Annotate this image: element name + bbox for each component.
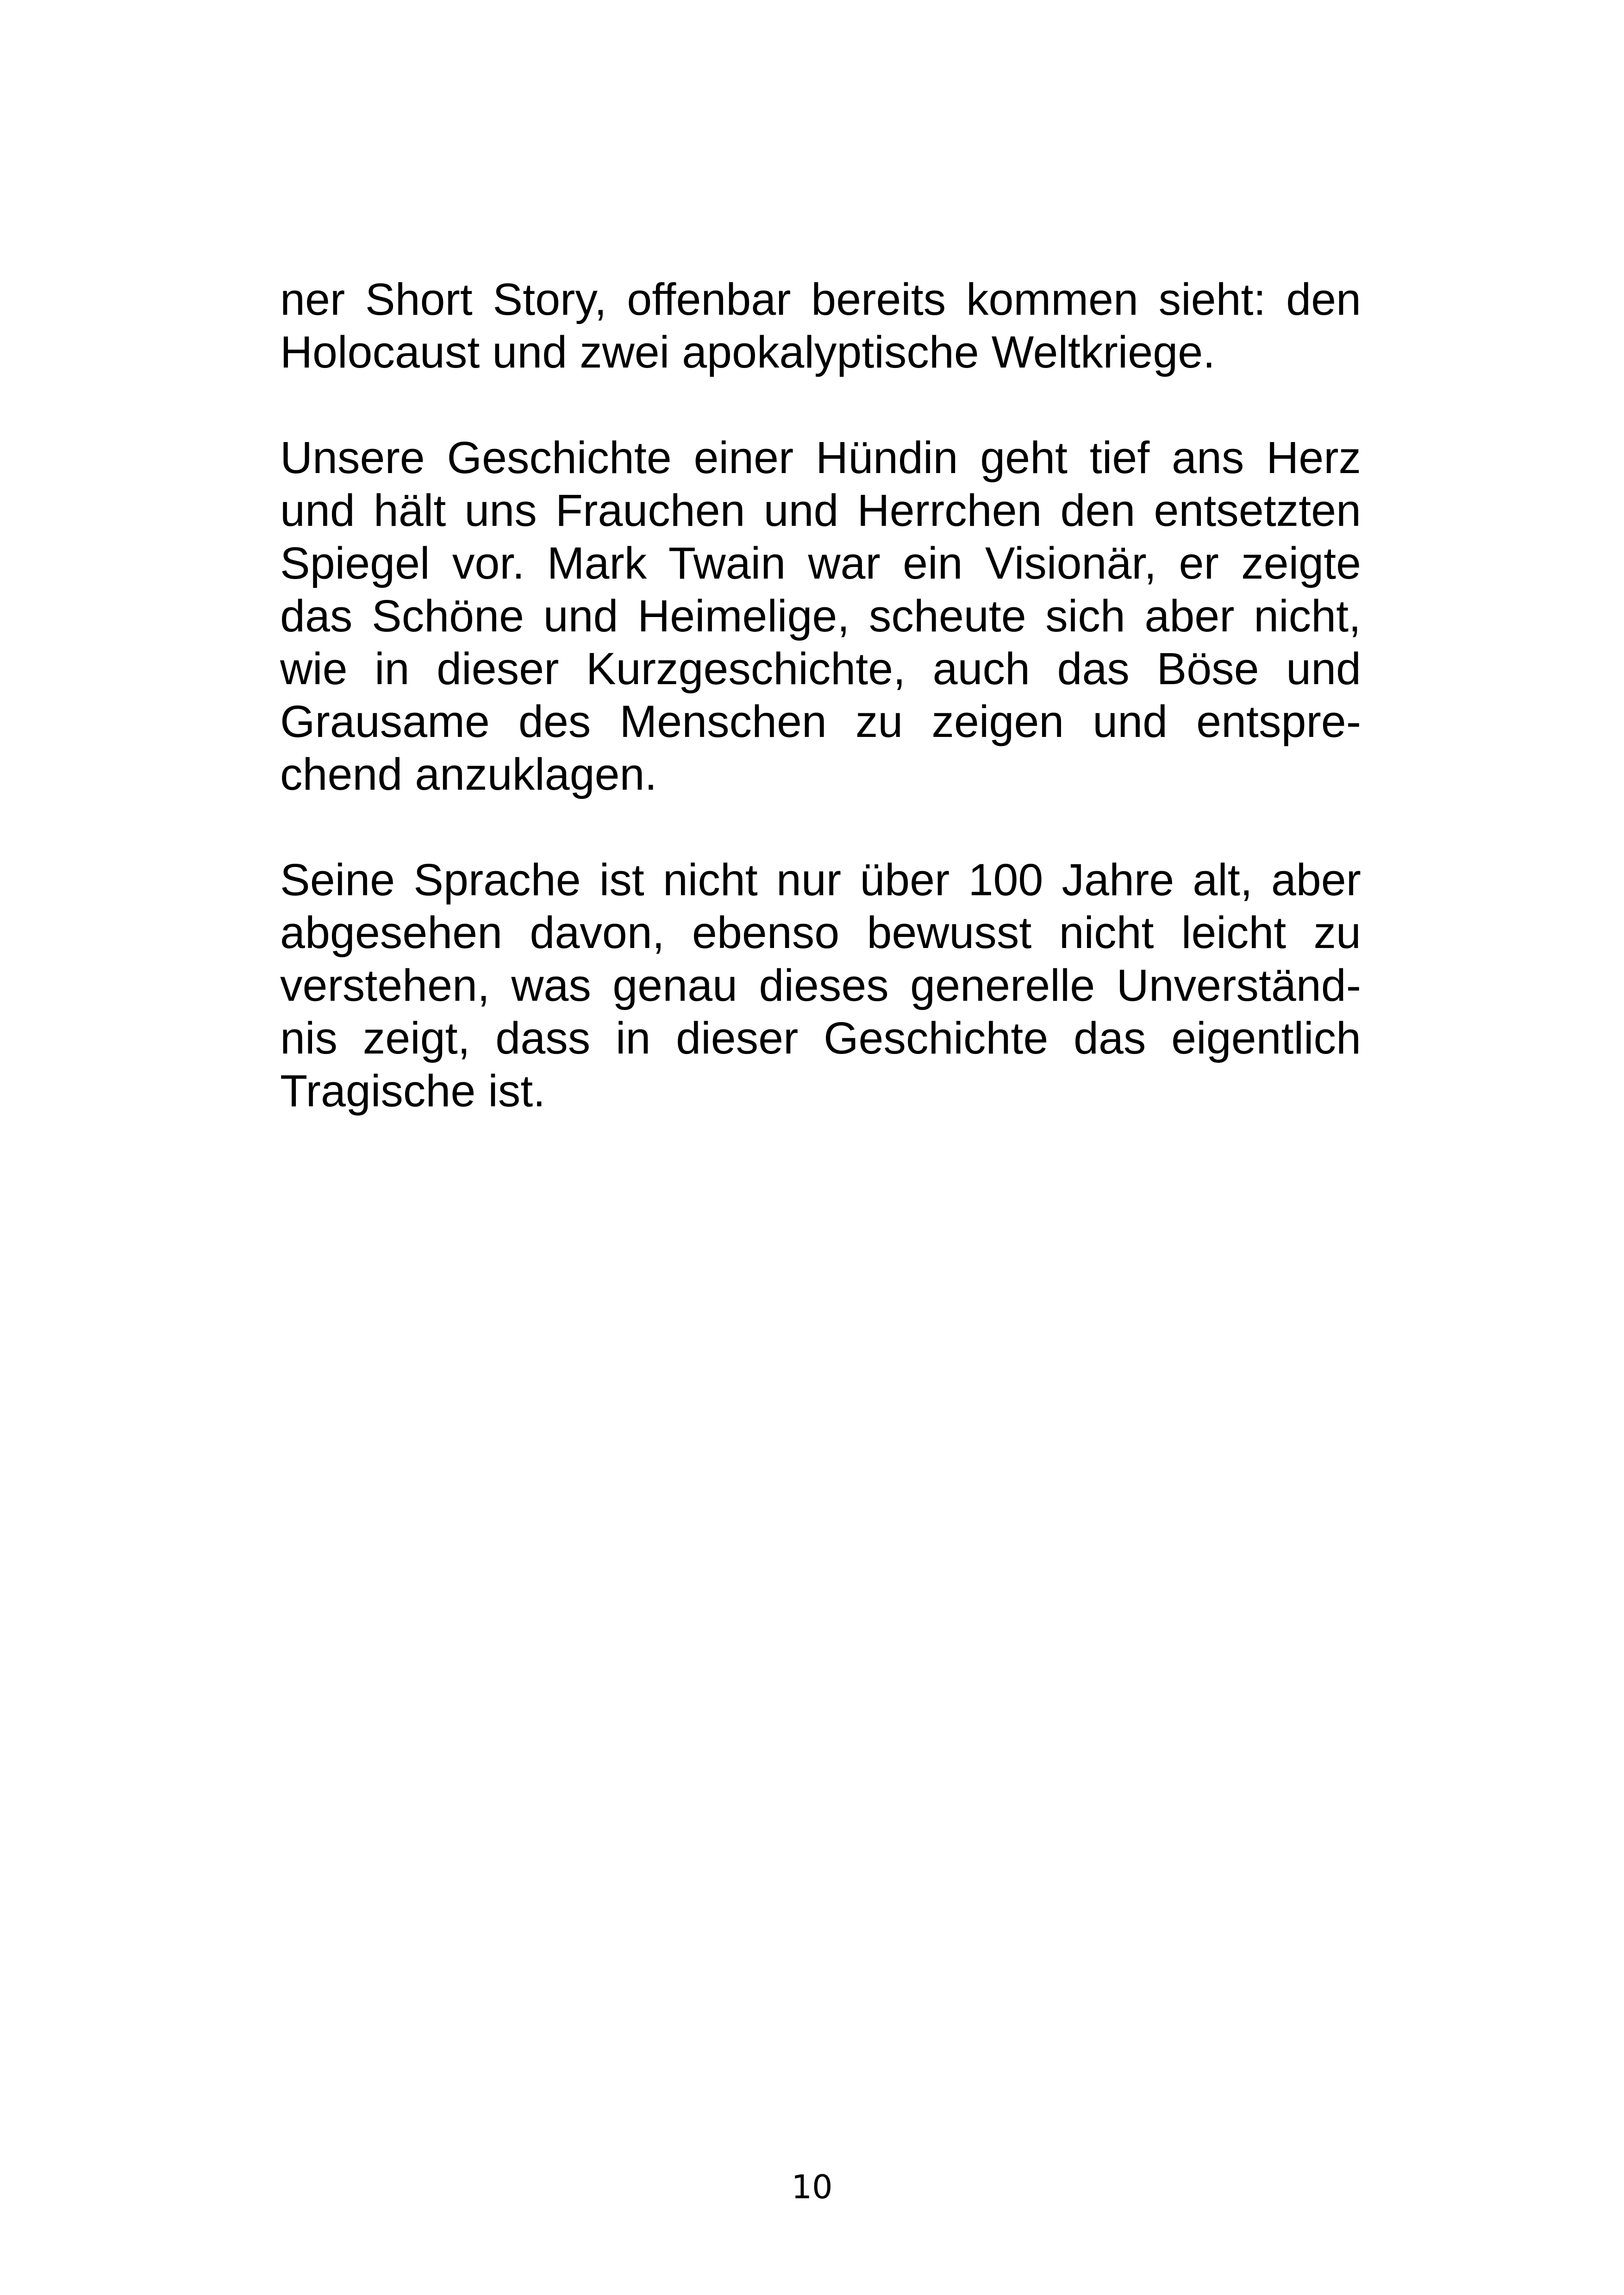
paragraph-spacer [280, 801, 1361, 854]
paragraph-1 [280, 273, 1361, 379]
text-line: Spiegel vor. Mark Twain war ein Visionär, er zeigte [280, 538, 1361, 588]
paragraph-spacer [280, 379, 1361, 431]
text-line: chend anzuklagen. [280, 749, 657, 799]
text-line: nis zeigt, dass in dieser Geschichte das eigentlich [280, 1013, 1361, 1063]
text-line: Unsere Geschichte einer Hündin geht tief ans Herz [280, 432, 1361, 483]
paragraph-3 [280, 854, 1361, 1117]
text-line: ner Short Story, offenbar bereits kommen sieht: den [280, 274, 1361, 324]
text-line: Seine Sprache ist nicht nur über 100 Jahre alt, aber [280, 854, 1361, 905]
text-line: abgesehen davon, ebenso bewusst nicht leicht zu [280, 907, 1361, 958]
page-number: 10 [791, 2168, 833, 2206]
text-line: verstehen, was genau dieses generelle Unverständ- [280, 960, 1361, 1010]
text-line: Holocaust und zwei apokalyptische Weltkriege. [280, 327, 1216, 377]
text-line: Grausame des Menschen zu zeigen und entspre- [280, 696, 1361, 747]
text-line: das Schöne und Heimelige, scheute sich aber nicht, [280, 591, 1361, 641]
paragraph-2 [280, 431, 1361, 801]
text-line: wie in dieser Kurzgeschichte, auch das Böse und [280, 643, 1361, 694]
text-line: Tragische ist. [280, 1066, 546, 1116]
body-text [280, 273, 1361, 1117]
text-line: und hält uns Frauchen und Herrchen den entsetzten [280, 485, 1361, 536]
